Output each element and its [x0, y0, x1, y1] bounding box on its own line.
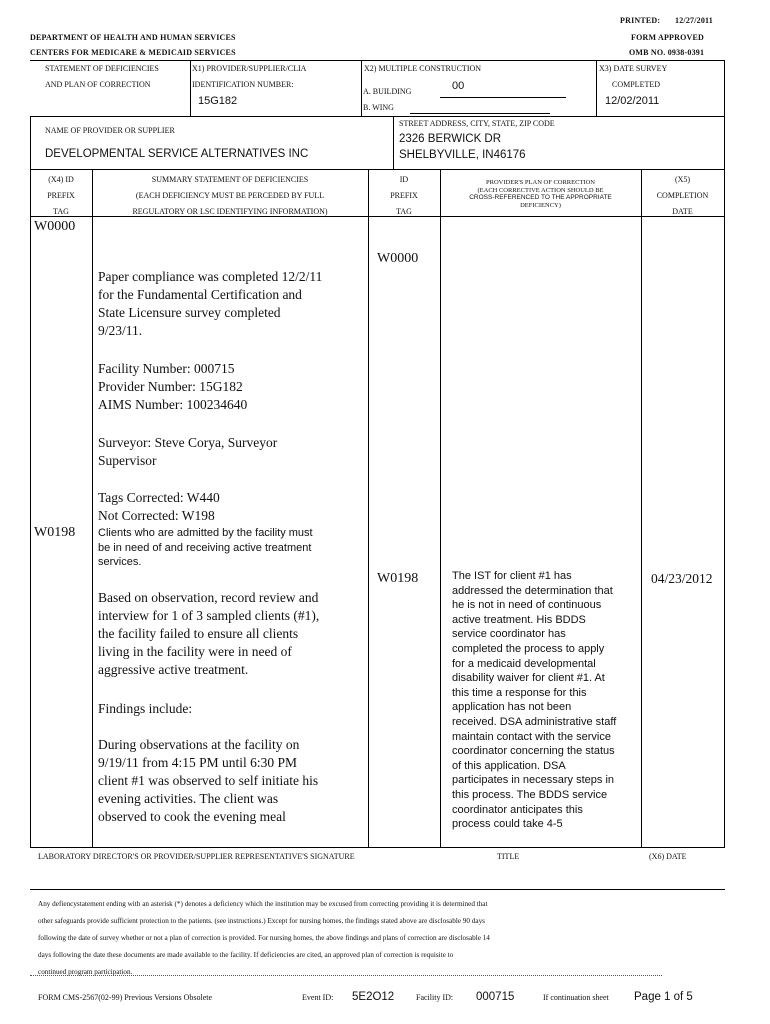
plan-header-3: CROSS-REFERENCED TO THE APPROPRIATE [469, 194, 612, 201]
provider-id-label-1: X1) PROVIDER/SUPPLIER/CLIA [192, 64, 307, 73]
x5-header-1: (X5) [674, 175, 691, 184]
summary-line: Tags Corrected: W440 [98, 490, 220, 505]
plan-header-2: (EACH CORRECTIVE ACTION SHOULD BE [477, 186, 604, 194]
summary-block-3 [98, 434, 277, 470]
w198-findings-block-2 [98, 700, 192, 718]
x4-header-2: PREFIX [47, 191, 75, 200]
x4-header-1: (X4) ID [48, 175, 74, 184]
provider-id-label-2: IDENTIFICATION NUMBER: [192, 80, 294, 89]
x6-date-label: (X6) DATE [649, 852, 687, 861]
id-header-3: TAG [396, 207, 412, 216]
printed-label: PRINTED: [620, 16, 661, 25]
plan-line: maintain contact with the service [452, 730, 611, 743]
plan-line: active treatment. His BDDS [452, 613, 586, 626]
summary-line: Facility Number: 000715 [98, 361, 235, 376]
summary-header-1: SUMMARY STATEMENT OF DEFICIENCIES [151, 175, 309, 184]
omb-number: OMB NO. 0938-0391 [629, 48, 705, 57]
address-line-2: SHELBYVILLE, IN46176 [399, 149, 526, 161]
statement-label-1: STATEMENT OF DEFICIENCIES [45, 64, 159, 73]
finding-line: 9/19/11 from 4:15 PM until 6:30 PM [98, 755, 298, 770]
plan-line: service coordinator has [452, 628, 566, 641]
id-header-2: PREFIX [390, 191, 418, 200]
summary-header-3: REGULATORY OR LSC IDENTIFYING INFORMATION) [132, 207, 328, 216]
plan-line: disability waiver for client #1. At [452, 672, 605, 685]
signature-label: LABORATORY DIRECTOR'S OR PROVIDER/SUPPLIER REPRESENTATIVE'S SIGNATURE [38, 852, 355, 861]
finding-line: Based on observation, record review and [98, 590, 319, 605]
summary-line: State Licensure survey completed [98, 305, 281, 320]
regulation-line: be in need of and receiving active treatment [98, 541, 312, 554]
building-value: 00 [452, 80, 465, 92]
disclaimer-line: following the date of survey whether or not a plan of correction is provided. For nursing homes, the above findings and plans of correction are disclosable 14 [38, 934, 490, 942]
x5-header [641, 172, 724, 220]
finding-line: the facility failed to ensure all clients [98, 626, 299, 641]
right-tag-w0198: W0198 [377, 571, 419, 586]
disclaimer-line: continued program participation. [38, 968, 133, 976]
finding-line: Findings include: [98, 701, 193, 716]
summary-line: 9/23/11. [98, 323, 143, 338]
left-tag-w0198: W0198 [34, 525, 76, 540]
id-header-1: ID [399, 175, 409, 184]
x4-header [30, 172, 92, 220]
plan-of-correction [452, 569, 616, 832]
x4-header-3: TAG [53, 207, 69, 216]
provider-name-label: NAME OF PROVIDER OR SUPPLIER [45, 126, 175, 135]
statement-label-2: AND PLAN OF CORRECTION [45, 80, 151, 89]
plan-line: The IST for client #1 has [452, 570, 572, 582]
page-number: Page 1 of 5 [634, 991, 693, 1003]
finding-line: client #1 was observed to self initiate his [98, 773, 319, 788]
continuation-label: If continuation sheet [543, 993, 609, 1002]
w198-findings-block-1 [98, 589, 319, 679]
department-name: DEPARTMENT OF HEALTH AND HUMAN SERVICES [30, 33, 236, 42]
plan-line: of this application. DSA [452, 759, 566, 772]
plan-line: participates in necessary steps in [452, 774, 615, 787]
plan-line: received. DSA administrative staff [452, 715, 617, 728]
summary-line: Not Corrected: W198 [98, 508, 215, 523]
regulation-line: services. [98, 556, 142, 568]
provider-id-value: 15G182 [198, 95, 238, 107]
title-label: TITLE [497, 852, 520, 861]
regulation-line: Clients who are admitted by the facility must [98, 527, 313, 539]
plan-line: this process. The BDDS service [452, 788, 608, 801]
printed-date: 12/27/2011 [675, 16, 714, 25]
x5-header-2: COMPLETION [656, 191, 709, 200]
plan-line: this time a response for this [452, 686, 587, 699]
form-approved: FORM APPROVED [631, 33, 705, 42]
event-id-value: 5E2O12 [352, 991, 395, 1003]
w198-regulation [98, 526, 313, 570]
street-address-label: STREET ADDRESS, CITY, STATE, ZIP CODE [399, 119, 555, 128]
plan-line: he is not in need of continuous [452, 599, 602, 612]
plan-line: coordinator concerning the status [452, 745, 615, 758]
plan-line: for a medicaid developmental [452, 657, 596, 670]
plan-line: completed the process to apply [452, 642, 605, 655]
finding-line: During observations at the facility on [98, 737, 300, 752]
centers-name: CENTERS FOR MEDICARE & MEDICAID SERVICES [30, 48, 236, 57]
summary-block-4 [98, 489, 220, 525]
disclaimer-line: other safeguards provide sufficient protection to the patients. (see instructions.) Except for nursing homes, the findings stated above are disclosable 90 days [38, 917, 485, 925]
completion-date: 04/23/2012 [651, 571, 713, 586]
event-id-label: Event ID: [302, 993, 334, 1002]
provider-name-value: DEVELOPMENTAL SERVICE ALTERNATIVES INC [45, 148, 309, 160]
summary-header-2: (EACH DEFICIENCY MUST BE PERCEDED BY FULL [135, 191, 325, 200]
finding-line: living in the facility were in need of [98, 644, 292, 659]
completed-label: COMPLETED [612, 80, 660, 89]
finding-line: interview for 1 of 3 sampled clients (#1), [98, 608, 320, 623]
disclaimer-line: Any defiencystatement ending with an asterisk (*) denotes a deficiency which the institution may be excused from correcting providing it is determined that [38, 900, 488, 908]
finding-line: observed to cook the evening meal [98, 809, 286, 824]
multiple-construction-label: X2) MULTIPLE CONSTRUCTION [364, 64, 482, 73]
plan-header-1: PROVIDER'S PLAN OF CORRECTION [486, 179, 595, 186]
summary-line: Paper compliance was completed 12/2/11 [98, 269, 323, 284]
summary-block-1 [98, 268, 322, 340]
disclaimer [38, 896, 490, 981]
finding-line: aggressive active treatment. [98, 662, 249, 677]
finding-line: evening activities. The client was [98, 791, 279, 806]
left-tag-w0000: W0000 [34, 219, 76, 234]
plan-header [440, 179, 641, 209]
w198-findings-block-3 [98, 736, 318, 826]
disclaimer-line: days following the date these documents are made available to the facility. If deficiencies are cited, an approved plan of correction is requisite to [38, 951, 454, 959]
facility-id-value: 000715 [476, 991, 515, 1003]
plan-header-4: DEFICIENCY) [520, 201, 561, 209]
summary-line: Supervisor [98, 453, 157, 468]
right-tag-w0000: W0000 [377, 251, 419, 266]
summary-line: Surveyor: Steve Corya, Surveyor [98, 435, 278, 450]
date-survey-value: 12/02/2011 [605, 95, 660, 107]
building-label: A. BUILDING [363, 87, 412, 96]
summary-header [92, 172, 368, 220]
id-header [368, 172, 440, 220]
plan-line: application has not been [452, 701, 572, 714]
date-survey-label: X3) DATE SURVEY [599, 64, 668, 73]
address-line-1: 2326 BERWICK DR [399, 133, 502, 145]
plan-line: addressed the determination that [452, 584, 613, 597]
plan-line: process could take 4-5 [452, 818, 563, 831]
summary-line: for the Fundamental Certification and [98, 287, 302, 302]
wing-label: B. WING [363, 103, 394, 112]
form-number: FORM CMS-2567(02-99) Previous Versions Obsolete [38, 993, 213, 1002]
plan-line: coordinator anticipates this [452, 803, 583, 816]
facility-id-label: Facility ID: [416, 993, 454, 1002]
summary-block-2 [98, 360, 247, 414]
summary-line: Provider Number: 15G182 [98, 379, 243, 394]
summary-line: AIMS Number: 100234640 [98, 397, 248, 412]
x5-header-3: DATE [672, 207, 693, 216]
